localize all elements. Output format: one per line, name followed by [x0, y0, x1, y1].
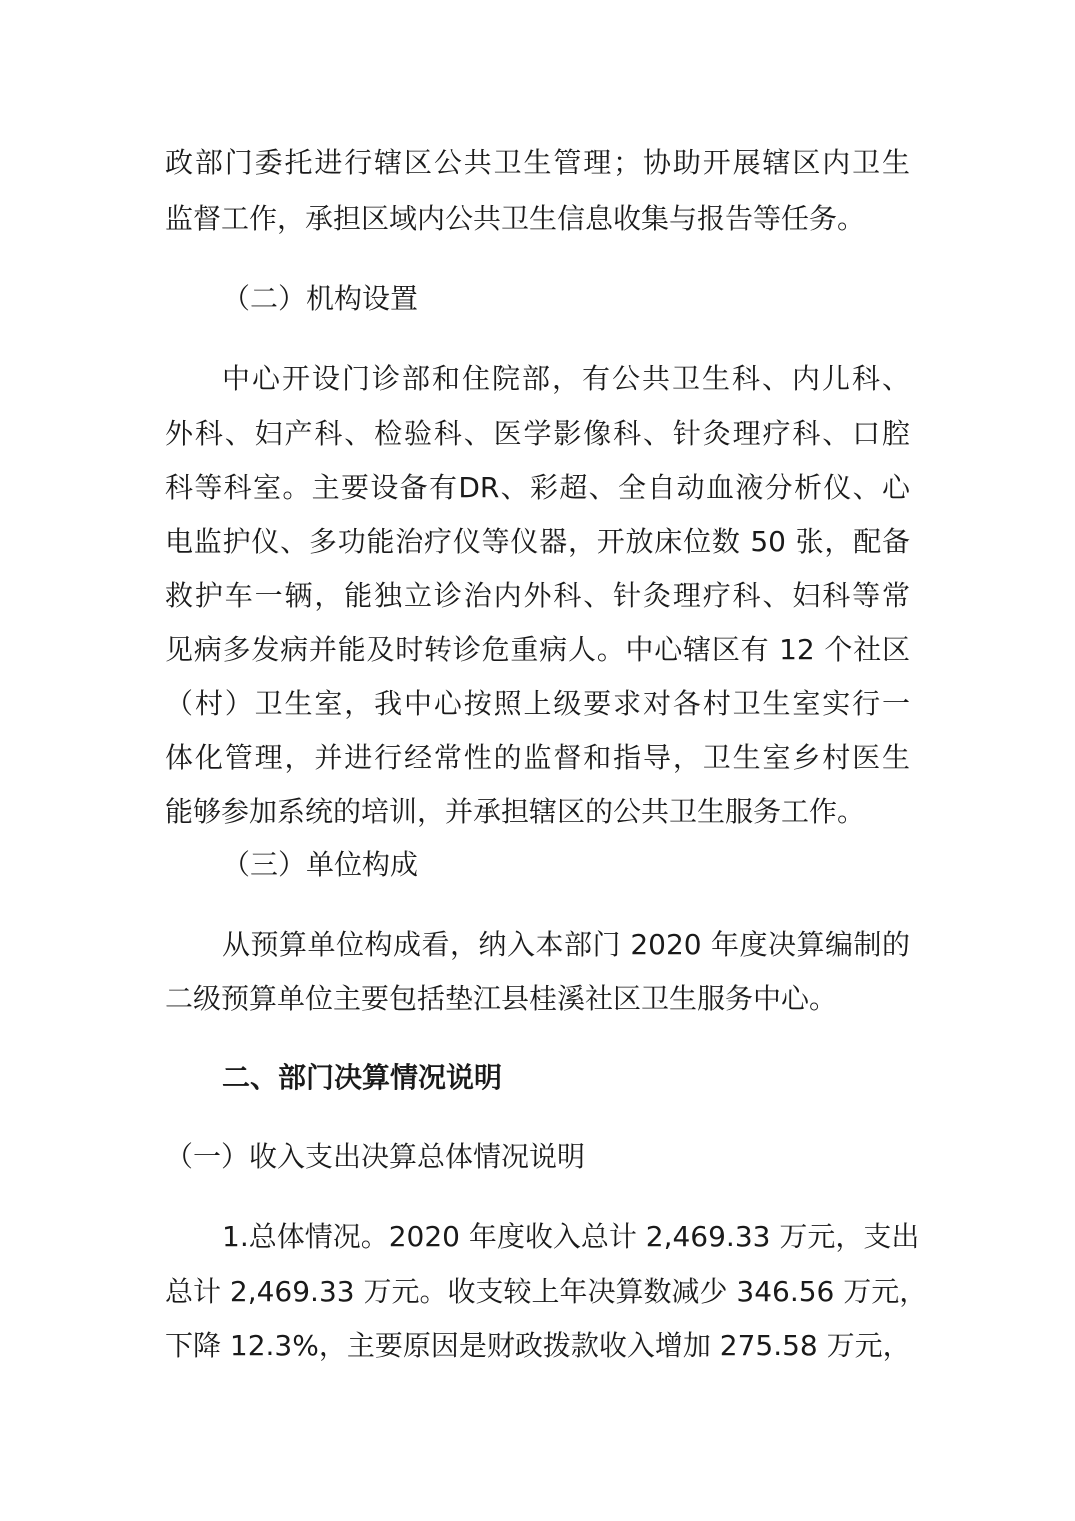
body-line-14: 1.总体情况。2020 年度收入总计 2,469.33 万元，支出: [222, 1220, 920, 1253]
chapter-heading: 二、部门决算情况说明: [222, 1061, 503, 1094]
body-line-3: 中心开设门诊部和住院部，有公共卫生科、内儿科、: [222, 362, 910, 395]
body-line-13: 二级预算单位主要包括垫江县桂溪社区卫生服务中心。: [165, 982, 838, 1015]
body-line-5: 科等科室。主要设备有DR、彩超、全自动血液分析仪、心: [165, 471, 910, 504]
section-heading-3: （三）单位构成: [222, 848, 419, 881]
body-line-9: （村）卫生室，我中心按照上级要求对各村卫生室实行一: [165, 687, 910, 720]
body-line-16: 下降 12.3%，主要原因是财政拨款收入增加 275.58 万元，: [165, 1329, 911, 1362]
body-line-4: 外科、妇产科、检验科、医学影像科、针灸理疗科、口腔: [165, 417, 910, 450]
section-heading-2: （二）机构设置: [222, 282, 419, 315]
body-line-2: 监督工作，承担区域内公共卫生信息收集与报告等任务。: [165, 202, 866, 235]
body-line-15: 总计 2,469.33 万元。收支较上年决算数减少 346.56 万元，: [165, 1275, 928, 1308]
subsection-heading-1: （一）收入支出决算总体情况说明: [165, 1140, 586, 1173]
body-line-1: 政部门委托进行辖区公共卫生管理；协助开展辖区内卫生: [165, 146, 910, 179]
body-line-8: 见病多发病并能及时转诊危重病人。中心辖区有 12 个社区: [165, 633, 910, 666]
body-line-11: 能够参加系统的培训，并承担辖区的公共卫生服务工作。: [165, 795, 866, 828]
body-line-12: 从预算单位构成看，纳入本部门 2020 年度决算编制的: [222, 928, 910, 961]
body-line-7: 救护车一辆，能独立诊治内外科、针灸理疗科、妇科等常: [165, 579, 910, 612]
body-line-10: 体化管理，并进行经常性的监督和指导，卫生室乡村医生: [165, 741, 910, 774]
body-line-6: 电监护仪、多功能治疗仪等仪器，开放床位数 50 张，配备: [165, 525, 910, 558]
